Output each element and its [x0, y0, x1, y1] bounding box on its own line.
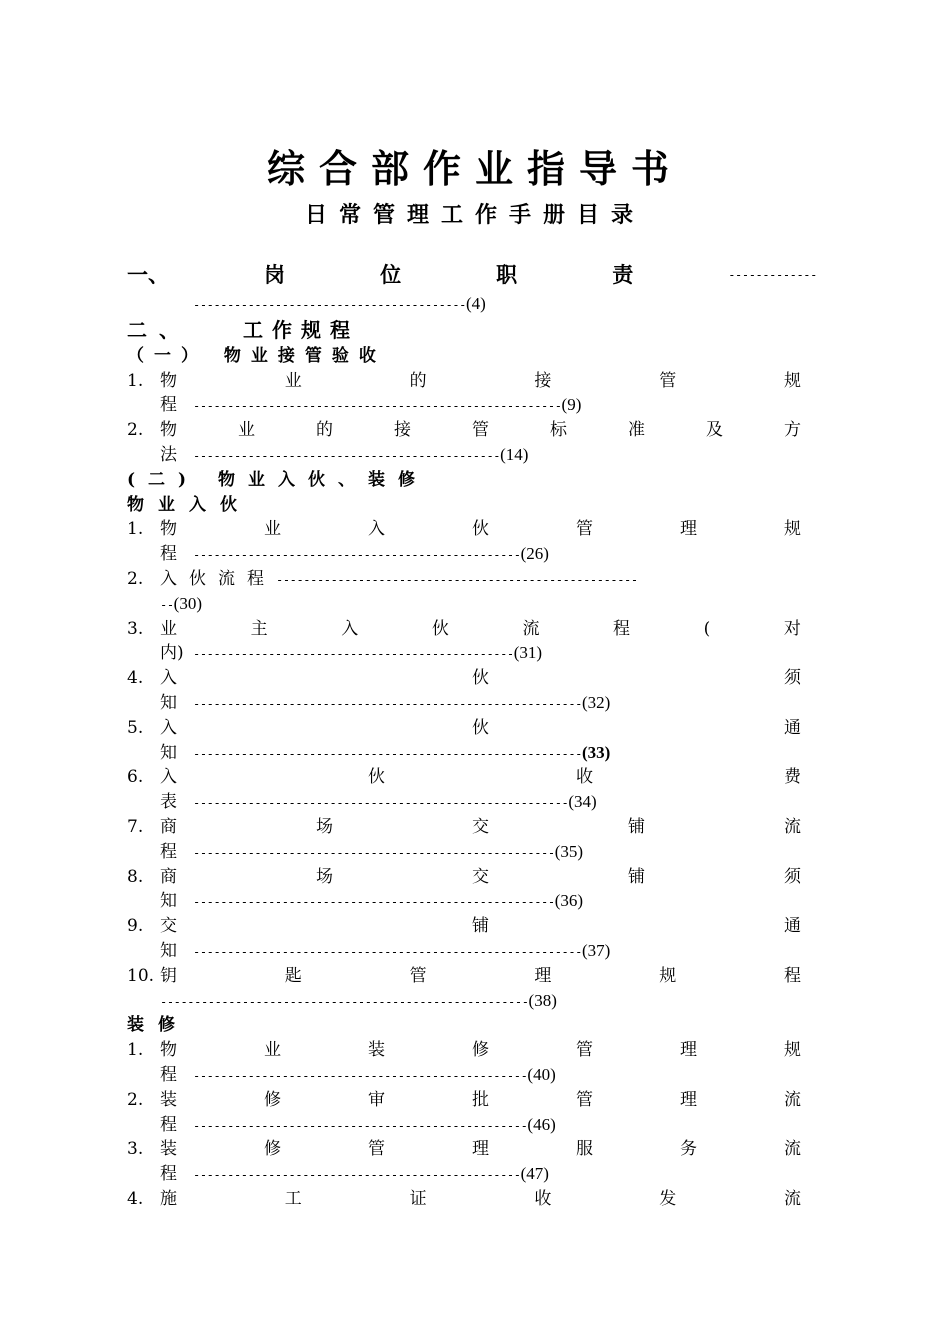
toc-char: 管: [576, 1089, 593, 1110]
toc-char: 装: [160, 1139, 177, 1160]
toc-char: 理: [680, 1089, 697, 1110]
toc-char: 入: [160, 717, 177, 738]
toc-group-1-list: [127, 517, 817, 1013]
toc-char: 对: [783, 618, 801, 639]
toc-page-number: (40): [527, 1064, 556, 1084]
toc-char: 物: [160, 1040, 177, 1061]
toc-page-number: (37): [582, 940, 611, 960]
toc-section-label: 工作规程: [243, 317, 359, 342]
toc-char: 批: [472, 1089, 489, 1110]
toc-char: 流: [784, 816, 801, 837]
toc-entry-number: 2.: [127, 420, 144, 441]
toc-leader: -----------------------------------------------------: [193, 895, 555, 910]
toc-entry-chars: [127, 1088, 817, 1113]
toc-char: 物: [160, 420, 177, 441]
toc-entry-cont: [127, 641, 817, 666]
toc-leader: ---------------------------------------------------------: [193, 944, 583, 959]
toc-char: 流: [784, 1089, 801, 1110]
toc-char: 商: [160, 816, 177, 837]
toc-entry-chars: [127, 1187, 817, 1212]
toc-entry[interactable]: [127, 1187, 817, 1212]
toc-char: 铺: [628, 866, 645, 887]
toc-char: 商: [160, 866, 177, 887]
toc-page-number: (38): [528, 990, 557, 1010]
toc-entry-cont: [127, 939, 817, 964]
toc-entry-cont: [127, 989, 817, 1014]
toc-leader: -----------------------------------------------------: [276, 572, 638, 587]
toc-entry-number: 4.: [127, 1188, 144, 1209]
toc-entry-cont-char: 知: [160, 940, 177, 961]
toc-subsection-2[interactable]: [127, 468, 817, 493]
page-subtitle: 日常管理工作手册目录: [304, 203, 645, 228]
toc-char: 入: [368, 519, 385, 540]
toc-entry-number: 5.: [127, 717, 144, 738]
toc-leader: ------------------------------------------------------: [160, 994, 529, 1009]
toc-entry-chars: [127, 666, 817, 691]
toc-char: 服: [576, 1139, 593, 1160]
toc-char: 伙: [472, 717, 489, 738]
toc-char: 主: [250, 618, 268, 639]
toc-subsection-1[interactable]: [127, 344, 817, 369]
toc-char: 装: [368, 1040, 385, 1061]
toc-section-1[interactable]: [127, 258, 817, 292]
toc-page-number: (4): [466, 294, 486, 313]
toc-entry-cont-char: 程: [160, 395, 177, 416]
toc-entry-number: 10.: [127, 965, 155, 986]
toc-page-number: (9): [561, 395, 582, 415]
toc-leader: -----------------------------------------------: [193, 647, 514, 662]
toc-char: 通: [784, 916, 801, 937]
toc-char: 物: [160, 519, 177, 540]
toc-entry-number: 1.: [127, 1040, 144, 1061]
toc-char: 接: [534, 370, 552, 391]
toc-entry-cont: [127, 840, 817, 865]
toc-page-number: (14): [500, 444, 529, 464]
toc-leader: ---------------------------------------------------------: [193, 746, 583, 761]
toc-char: 场: [316, 866, 333, 887]
toc-page-number: (36): [554, 891, 584, 911]
toc-char: 流: [784, 1139, 801, 1160]
toc-entry-chars: [127, 964, 817, 989]
toc-group-heading: 物业入伙: [127, 494, 251, 515]
toc-leader: -------------------------------------------------: [193, 1118, 528, 1133]
toc-entry-cont: [127, 542, 817, 567]
toc-page-number: (30): [173, 593, 202, 613]
toc-char: 修: [264, 1139, 281, 1160]
toc-entry[interactable]: [127, 567, 817, 592]
toc-char: 管: [409, 965, 427, 986]
toc-char: 流: [783, 1188, 801, 1209]
toc-page-number: (35): [554, 841, 584, 861]
toc-entry-cont-char: 程: [160, 1164, 177, 1185]
toc-entry-chars: [127, 865, 817, 890]
toc-entry-number: 8.: [127, 866, 144, 887]
toc-char: 责: [612, 262, 634, 287]
toc-char: 通: [784, 717, 801, 738]
toc-char: 及: [706, 420, 723, 441]
toc-char: 准: [628, 420, 645, 441]
toc-page-number: (33): [582, 742, 611, 762]
toc-entry-chars: [127, 716, 817, 741]
toc-entry[interactable]: [127, 1088, 817, 1113]
toc-group-2-list: [127, 1038, 817, 1212]
toc-entry-cont-char: 程: [160, 841, 177, 862]
toc-char: 职: [496, 262, 518, 287]
toc-char: 须: [784, 668, 801, 689]
toc-char: 修: [264, 1089, 281, 1110]
toc-entry[interactable]: [127, 1038, 817, 1063]
toc-entry-body: [127, 567, 817, 592]
toc-char: 须: [784, 866, 801, 887]
toc-leader: ---------------------------------------------------------: [193, 696, 583, 711]
toc-entry-cont: [127, 889, 817, 914]
toc-entry-chars: [127, 1137, 817, 1162]
toc-entry-number: 2.: [127, 568, 144, 589]
toc-char: 铺: [472, 916, 489, 937]
toc-entry-cont-char: 内): [160, 643, 184, 664]
toc-char: 标: [550, 420, 567, 441]
toc-entry[interactable]: [127, 716, 817, 741]
toc-entry[interactable]: [127, 617, 817, 642]
toc-entry-number: 9.: [127, 916, 144, 937]
toc-entry-cont-char: 程: [160, 1114, 177, 1135]
page-title: 综合部作业指导书: [266, 147, 683, 191]
toc-page-number: (26): [520, 544, 549, 564]
toc-section-number: 一、: [127, 262, 169, 287]
toc-char: 交: [160, 916, 177, 937]
toc-char: 费: [784, 767, 801, 788]
toc-char: 工: [284, 1188, 302, 1209]
toc-char: 修: [472, 1040, 489, 1061]
toc-entry-number: 1.: [127, 519, 144, 540]
toc-char: 方: [784, 420, 801, 441]
toc-entry-cont: [127, 443, 817, 468]
toc-entry-cont-char: 知: [160, 692, 177, 713]
toc-entry-chars: [127, 617, 817, 642]
toc-entry-cont: [127, 1162, 817, 1187]
toc-entry-number: 4.: [127, 668, 144, 689]
toc-page-number: (32): [582, 692, 611, 712]
toc-entry-cont-char: 表: [160, 792, 177, 813]
toc-entry-cont: [127, 1063, 817, 1088]
toc-entry-number: 3.: [127, 618, 144, 639]
toc-entry[interactable]: [127, 815, 817, 840]
toc-char: 管: [659, 370, 677, 391]
toc-char: 规: [784, 1040, 801, 1061]
toc-char: 规: [783, 370, 801, 391]
toc-char: 管: [368, 1139, 385, 1160]
toc-entry-chars: [127, 1038, 817, 1063]
toc-leader: --: [160, 597, 174, 612]
toc-page-number: (47): [520, 1164, 549, 1184]
toc-char: 流: [522, 618, 540, 639]
toc-char: 入: [341, 618, 359, 639]
toc-char: 理: [680, 519, 697, 540]
toc-entry[interactable]: [127, 666, 817, 691]
toc-entry[interactable]: [127, 369, 817, 394]
toc-char: 的: [409, 370, 427, 391]
toc-entry-chars: [127, 517, 817, 542]
toc-page-number: (31): [513, 643, 543, 663]
toc-char: 业: [160, 618, 177, 639]
toc-char: 伙: [431, 618, 449, 639]
toc-entry-number: 6.: [127, 767, 144, 788]
toc-entry-cont: [127, 691, 817, 716]
toc-char: (: [703, 618, 711, 639]
table-of-contents: [127, 258, 817, 1212]
toc-entry-chars: [127, 765, 817, 790]
toc-char: 管: [472, 420, 489, 441]
toc-char: 业: [238, 420, 255, 441]
toc-char: 交: [472, 866, 489, 887]
toc-char: 的: [316, 420, 333, 441]
toc-section-1-cont: [127, 292, 817, 317]
toc-entry[interactable]: [127, 418, 817, 443]
toc-entry-cont: [127, 1113, 817, 1138]
toc-char: 物: [160, 370, 177, 391]
toc-char: 程: [783, 965, 801, 986]
toc-leader: ------------------------------------------------------: [193, 399, 562, 414]
toc-group-heading: 装修: [127, 1015, 189, 1036]
toc-entry[interactable]: [127, 517, 817, 542]
toc-char: 铺: [628, 816, 645, 837]
toc-char: 规: [659, 965, 677, 986]
toc-leader: ---------------------------------------------: [193, 448, 501, 463]
toc-char: 位: [380, 262, 402, 287]
toc-entry-chars: [127, 914, 817, 939]
toc-section-2[interactable]: [127, 317, 817, 344]
toc-char: 理: [534, 965, 552, 986]
toc-char: 匙: [284, 965, 302, 986]
toc-entry[interactable]: [127, 765, 817, 790]
toc-entry[interactable]: [127, 964, 817, 989]
toc-char: 伙: [472, 519, 489, 540]
toc-char: 务: [680, 1139, 697, 1160]
toc-char: 业: [284, 370, 302, 391]
toc-entry-number: 1.: [127, 370, 144, 391]
toc-char: 入: [160, 767, 177, 788]
toc-entry-chars: [127, 418, 817, 443]
toc-char: 程: [613, 618, 631, 639]
toc-char: 管: [576, 519, 593, 540]
toc-char: 岗: [264, 262, 286, 287]
toc-char: 接: [394, 420, 411, 441]
toc-entry-chars: [127, 815, 817, 840]
toc-entry-label: 入伙流程: [160, 568, 276, 589]
toc-subsection-label: (二) 物业入伙、装修: [127, 469, 429, 490]
toc-entry[interactable]: [127, 914, 817, 939]
toc-entry-cont: [127, 790, 817, 815]
toc-page-number: (46): [527, 1114, 556, 1134]
toc-entry-chars: [127, 369, 817, 394]
toc-char: 场: [316, 816, 333, 837]
toc-entry-cont-char: 法: [160, 444, 177, 465]
toc-entry-cont: [127, 592, 817, 617]
toc-subsection-1-list: [127, 369, 817, 468]
toc-leader: -------------------------------------------------------: [193, 796, 569, 811]
toc-char: 收: [576, 767, 593, 788]
toc-entry-cont: [127, 741, 817, 766]
toc-entry-cont-char: 知: [160, 742, 177, 763]
toc-char: 理: [472, 1139, 489, 1160]
toc-leader: -----------------------------------------------------: [193, 845, 555, 860]
toc-char: 规: [784, 519, 801, 540]
toc-entry-cont-char: 程: [160, 1064, 177, 1085]
toc-char: 业: [264, 519, 281, 540]
toc-section-number: 二、: [127, 317, 191, 342]
toc-char: 入: [160, 668, 177, 689]
toc-char: 伙: [472, 668, 489, 689]
toc-page-number: (34): [568, 792, 597, 812]
toc-char: 管: [576, 1040, 593, 1061]
toc-char: 伙: [368, 767, 385, 788]
toc-leader: ------------------------------------------------: [193, 548, 521, 563]
toc-char: 施: [160, 1188, 177, 1209]
toc-entry-number: 3.: [127, 1139, 144, 1160]
toc-char: 理: [680, 1040, 697, 1061]
toc-entry-number: 7.: [127, 816, 144, 837]
toc-entry[interactable]: [127, 1137, 817, 1162]
toc-char: 发: [659, 1188, 677, 1209]
toc-char: 业: [264, 1040, 281, 1061]
toc-char: 审: [368, 1089, 385, 1110]
toc-char: 钥: [160, 965, 177, 986]
toc-char: 收: [534, 1188, 552, 1209]
toc-entry-cont-char: 程: [160, 544, 177, 565]
toc-char: 交: [472, 816, 489, 837]
toc-subsection-label: （一） 物业接管验收: [127, 345, 386, 366]
toc-char: 装: [160, 1089, 177, 1110]
toc-leader: ----------------------------------------: [193, 298, 466, 312]
toc-entry[interactable]: [127, 865, 817, 890]
toc-entry-cont-char: 知: [160, 891, 177, 912]
toc-char: 证: [409, 1188, 427, 1209]
toc-leader: ------------------------------------------------: [193, 1168, 521, 1183]
toc-entry-cont: [127, 393, 817, 418]
toc-entry-number: 2.: [127, 1089, 144, 1110]
toc-leader: -------------------------------------------------: [193, 1068, 528, 1083]
toc-leader: -------------: [728, 268, 817, 282]
